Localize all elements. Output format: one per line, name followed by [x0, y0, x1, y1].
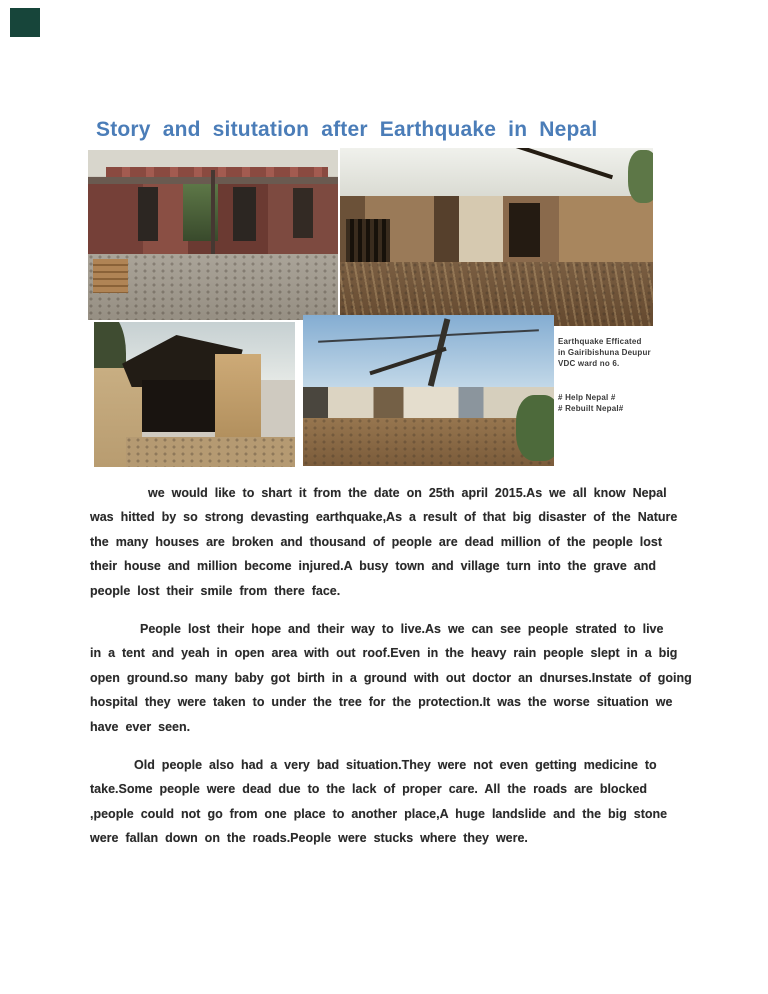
- tree: [628, 150, 653, 203]
- text-line: People lost their hope and their way to live.As we can see people strated to live: [140, 622, 664, 637]
- caption-line: VDC ward no 6.: [558, 359, 620, 368]
- text-line: ,people could not go from one place to another place,A huge landslide and the big stone: [90, 806, 668, 821]
- text-line: open ground.so many baby got birth in a ground with out doctor an dnurses.Instate of going: [90, 670, 692, 685]
- doorway: [233, 187, 256, 241]
- dark-interior: [142, 380, 214, 432]
- paragraph-3: [90, 753, 690, 851]
- image-caption: [558, 336, 656, 414]
- text-line: in a tent and yeah in open area with out roof.Even in the heavy rain people slept in a big: [90, 646, 678, 661]
- wooden-shelf: [93, 259, 128, 293]
- body-text: [90, 481, 690, 865]
- text-line: take.Some people were dead due to the lack of proper care. All the roads are blocked: [90, 782, 648, 797]
- wall-opening: [509, 203, 540, 257]
- foliage: [516, 395, 554, 461]
- photo-sky: [340, 148, 653, 196]
- doorway: [138, 187, 158, 241]
- school-sign-band: [106, 167, 329, 177]
- photo-mud-house-rubble: [340, 148, 653, 326]
- doorway: [293, 188, 313, 238]
- text-line: Old people also had a very bad situation.They were not even getting medicine to: [134, 758, 657, 773]
- text-line: have ever seen.: [90, 719, 191, 734]
- caption-line: in Gairibishuna Deupur: [558, 348, 651, 357]
- caption-line: Earthquake Efficated: [558, 337, 642, 346]
- document-title: Story and situtation after Earthquake in Nepal: [96, 118, 598, 142]
- text-line: hospital they were taken to under the tree for the protection.It was the worse situation we: [90, 695, 673, 710]
- text-line: people lost their smile from there face.: [90, 583, 341, 598]
- photo-tilted-house: [94, 322, 295, 467]
- photo-village-ruins: [303, 315, 554, 466]
- paragraph-2: [90, 617, 690, 739]
- text-line: we would like to shart it from the date on 25th april 2015.As we all know Nepal: [148, 486, 667, 500]
- rubble-heap: [126, 437, 295, 467]
- caption-hashtag: # Rebuilt Nepal#: [558, 404, 624, 413]
- corner-mark: [10, 8, 40, 37]
- text-line: the many houses are broken and thousand of people are dead million of the people lost: [90, 534, 663, 549]
- text-line: was hitted by so strong devasting earthquake,As a result of that big disaster of the Nature: [90, 510, 678, 525]
- photo-collage: [88, 148, 656, 468]
- stone-wall: [215, 354, 261, 444]
- photo-destroyed-school: [88, 150, 338, 320]
- text-line: their house and million become injured.A busy town and village turn into the grave and: [90, 559, 656, 574]
- caption-hashtag: # Help Nepal #: [558, 393, 616, 402]
- text-line: were fallan down on the roads.People were stucks where they were.: [90, 831, 528, 846]
- paragraph-1: [90, 481, 690, 603]
